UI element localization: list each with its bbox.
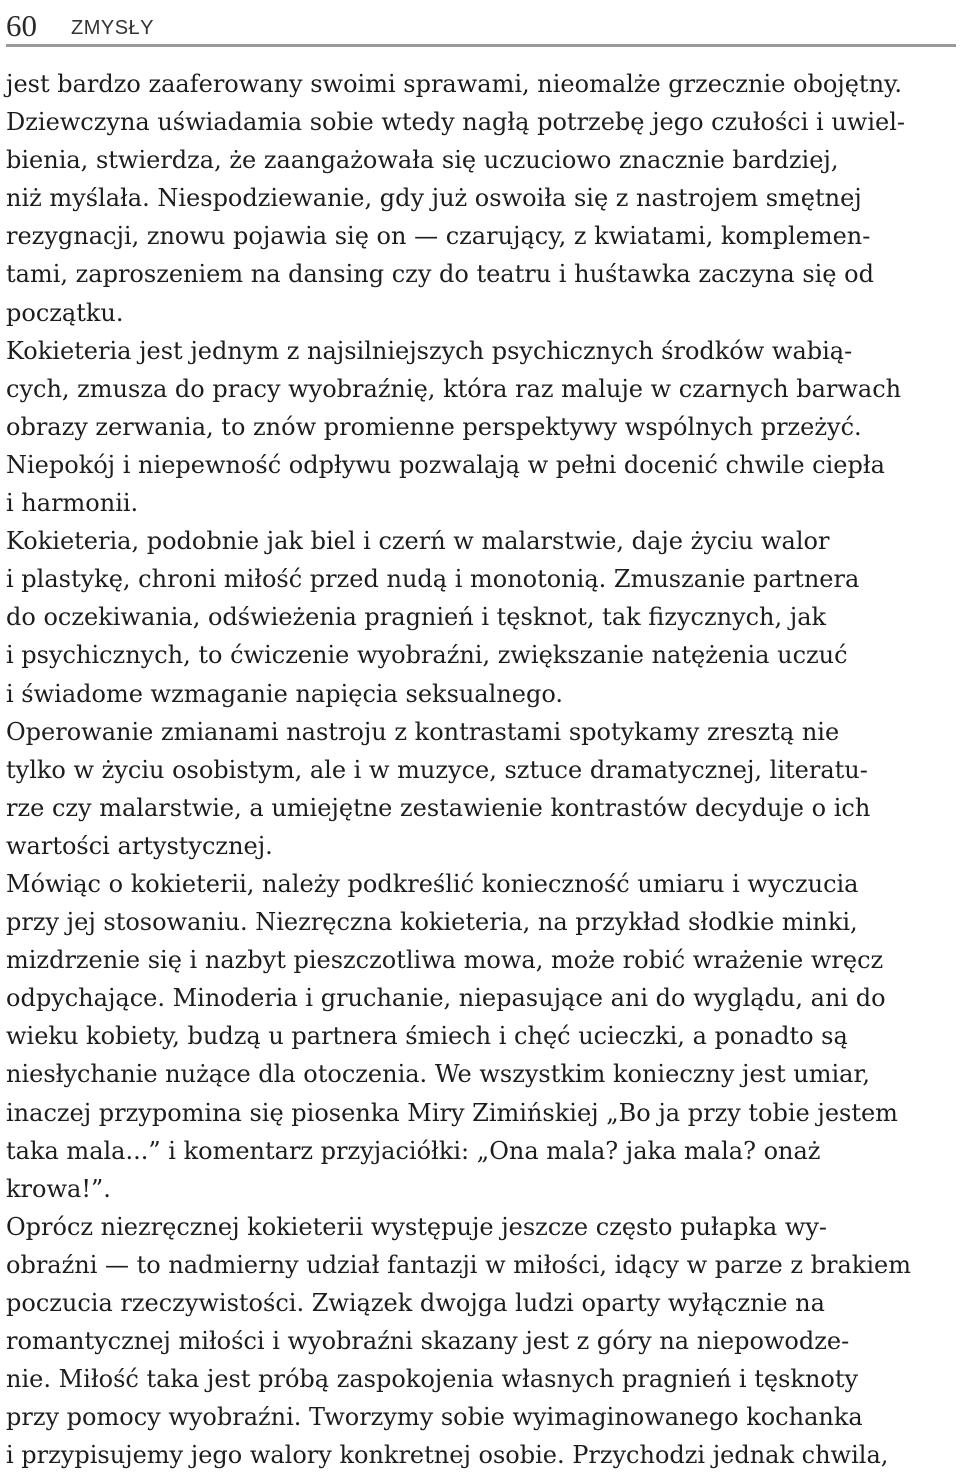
page-number: 60 — [6, 8, 37, 43]
paragraph-2: Kokieteria jest jednym z najsilniejszych psychicznych środków wabią- cych, zmusza do pracy wyobraźnię, która raz maluje w czarnych barwach obrazy zerwania, to znów promienne perspektywy wspólnych przeżyć. Niepokój i niepewność odpływu pozwalają w pełni docenić chwile ciepła i harmonii. — [6, 336, 902, 518]
paragraph-1: jest bardzo zaaferowany swoimi sprawami, nieomalże grzecznie obojętny. Dziewczyna uświadamia sobie wtedy nagłą potrzebę jego czułości i uwiel- bienia, stwierdza, że zaangażowała się uczuciowo znacznie bardziej, niż myślała. Niespodziewanie, gdy już oswoiła się z nastrojem smętnej rezygnacji, znowu pojawia się on — czarujący, z kwiatami, komplemen- tami, zaproszeniem na dansing czy do teatru i huśtawka zaczyna się od początku. — [6, 70, 905, 327]
running-head: ZMYSŁY — [71, 17, 155, 39]
header-rule — [6, 44, 956, 47]
paragraph-4: Operowanie zmianami nastroju z kontrastami spotykamy zresztą nie tylko w życiu osobistym, ale i w muzyce, sztuce dramatycznej, literatu- rze czy malarstwie, a umiejętne zestawienie kontrastów decyduje o ich wartości artystycznej. — [6, 717, 871, 860]
body-text — [6, 65, 956, 1474]
paragraph-3: Kokieteria, podobnie jak biel i czerń w malarstwie, daje życiu walor i plastykę, chroni miłość przed nudą i monotonią. Zmuszanie partnera do oczekiwania, odświeżenia pragnień i tęsknot, tak fizycznych, jak i psychicznych, to ćwiczenie wyobraźni, zwiększanie natężenia uczuć i świadome wzmaganie napięcia seksualnego. — [6, 527, 860, 708]
paragraph-5: Mówiąc o kokieterii, należy podkreślić konieczność umiaru i wyczucia przy jej stosowaniu. Niezręczna kokieteria, na przykład słodkie minki, mizdrzenie się i nazbyt pieszczotliwa mowa, może robić wrażenie wręcz odpychające. Minoderia i gruchanie, niepasujące ani do wyglądu, ani do wieku kobiety, budzą u partnera śmiech i chęć ucieczki, a ponadto są niesłychanie nużące dla otoczenia. We wszystkim konieczny jest umiar, inaczej przypomina się piosenka Miry Zimińskiej „Bo ja przy tobie jestem taka mala...” i komentarz przyjaciółki: „Ona mala? jaka mala? onaż krowa!”. — [6, 869, 898, 1203]
paragraph-6: Oprócz niezręcznej kokieterii występuje jeszcze często pułapka wy- obraźni — to nadmierny udział fantazji w miłości, idący w parze z brakiem poczucia rzeczywistości. Związek dwojga ludzi oparty wyłącznie na romantycznej miłości i wyobraźni skazany jest z góry na niepowodze- nie. Miłość taka jest próbą zaspokojenia własnych pragnień i tęsknoty przy pomocy wyobraźni. Tworzymy sobie wyimaginowanego kochanka i przypisujemy jego walory konkretnej osobie. Przychodzi jednak chwila, — [6, 1212, 911, 1470]
page-header — [6, 0, 954, 42]
